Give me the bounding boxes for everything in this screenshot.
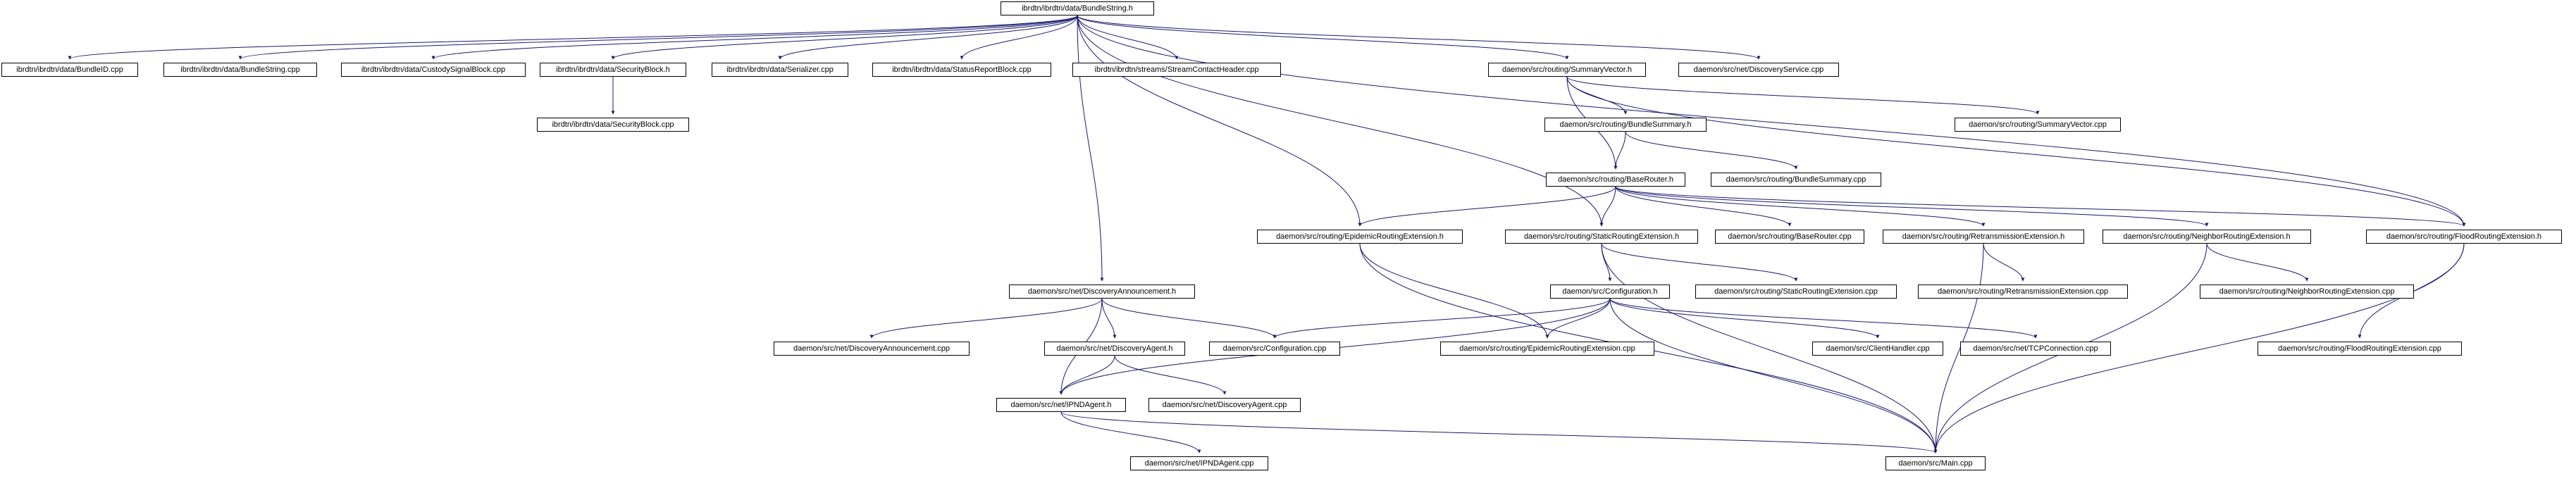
graph-node[interactable]: daemon/src/Configuration.cpp xyxy=(1209,342,1340,356)
graph-edge xyxy=(872,299,1102,338)
graph-edge xyxy=(1610,299,2036,338)
graph-edge xyxy=(1061,412,1199,453)
graph-edge xyxy=(1077,15,1567,59)
graph-node[interactable]: daemon/src/routing/StaticRoutingExtension.h xyxy=(1505,230,1698,244)
graph-node[interactable]: daemon/src/ClientHandler.cpp xyxy=(1812,342,1943,356)
graph-edge xyxy=(962,15,1077,59)
graph-node[interactable]: daemon/src/routing/FloodRoutingExtension.h xyxy=(2366,230,2562,244)
graph-edge xyxy=(1077,15,1759,59)
graph-edge xyxy=(1626,132,1796,169)
graph-node[interactable]: daemon/src/routing/BundleSummary.cpp xyxy=(1711,173,1881,187)
graph-node[interactable]: daemon/src/routing/RetransmissionExtension.h xyxy=(1883,230,2084,244)
graph-edge xyxy=(1616,132,1626,169)
graph-node[interactable]: daemon/src/net/DiscoveryAgent.cpp xyxy=(1148,398,1301,412)
graph-edge xyxy=(1547,299,1610,338)
graph-edge xyxy=(1616,187,2207,226)
graph-edge xyxy=(1360,244,1547,338)
graph-edge xyxy=(1077,15,1177,59)
graph-node[interactable]: daemon/src/routing/StaticRoutingExtension.cpp xyxy=(1695,285,1897,299)
graph-edge xyxy=(1610,299,1936,453)
graph-node[interactable]: daemon/src/net/DiscoveryAgent.h xyxy=(1044,342,1185,356)
graph-node[interactable]: ibrdtn/ibrdtn/data/Serializer.cpp xyxy=(712,63,848,77)
graph-node[interactable]: daemon/src/routing/RetransmissionExtension.cpp xyxy=(1918,285,2128,299)
graph-edge xyxy=(1102,299,1275,338)
graph-edge xyxy=(2207,244,2307,281)
graph-edge xyxy=(1077,15,1360,226)
graph-edge xyxy=(1602,244,1610,281)
graph-edge xyxy=(433,15,1077,59)
graph-node[interactable]: daemon/src/net/TCPConnection.cpp xyxy=(1960,342,2111,356)
graph-node[interactable]: daemon/src/net/IPNDAgent.cpp xyxy=(1130,456,1268,470)
graph-edge xyxy=(1602,187,1616,226)
graph-edge xyxy=(1983,244,2023,281)
graph-node[interactable]: daemon/src/net/DiscoveryService.cpp xyxy=(1678,63,1839,77)
graph-node[interactable]: daemon/src/routing/FloodRoutingExtension.cpp xyxy=(2258,342,2462,356)
graph-edge xyxy=(1567,77,2038,114)
graph-node[interactable]: daemon/src/routing/NeighborRoutingExtension.cpp xyxy=(2200,285,2414,299)
graph-edge xyxy=(780,15,1077,59)
graph-edge xyxy=(240,15,1077,59)
graph-edge xyxy=(1115,356,1225,394)
graph-node[interactable]: ibrdtn/ibrdtn/streams/StreamContactHeader.cpp xyxy=(1072,63,1281,77)
graph-node[interactable]: daemon/src/net/DiscoveryAnnouncement.h xyxy=(1009,285,1195,299)
graph-node[interactable]: ibrdtn/ibrdtn/data/SecurityBlock.h xyxy=(540,63,686,77)
graph-node[interactable]: ibrdtn/ibrdtn/data/StatusReportBlock.cpp xyxy=(872,63,1051,77)
graph-edge xyxy=(1061,412,1936,453)
graph-node[interactable]: daemon/src/routing/EpidemicRoutingExtension.cpp xyxy=(1440,342,1654,356)
graph-edge xyxy=(1567,77,2464,226)
graph-edge xyxy=(70,15,1077,59)
graph-node[interactable]: daemon/src/routing/EpidemicRoutingExtension.h xyxy=(1257,230,1463,244)
graph-edge xyxy=(1360,187,1616,226)
graph-edge xyxy=(1275,299,1610,338)
graph-node[interactable]: daemon/src/routing/BaseRouter.h xyxy=(1546,173,1685,187)
graph-node[interactable]: daemon/src/routing/SummaryVector.h xyxy=(1488,63,1646,77)
graph-edge xyxy=(1567,77,1626,114)
graph-edge xyxy=(1077,15,2464,226)
graph-node[interactable]: ibrdtn/ibrdtn/data/SecurityBlock.cpp xyxy=(537,118,689,132)
graph-node[interactable]: daemon/src/Configuration.h xyxy=(1550,285,1670,299)
graph-node[interactable]: daemon/src/Main.cpp xyxy=(1885,456,1986,470)
graph-node[interactable]: ibrdtn/ibrdtn/data/CustodySignalBlock.cpp xyxy=(341,63,526,77)
graph-node-root[interactable]: ibrdtn/ibrdtn/data/BundleString.h xyxy=(1001,1,1154,15)
graph-edge xyxy=(1077,15,1102,281)
graph-edge xyxy=(1602,244,1796,281)
graph-edge xyxy=(1061,356,1115,394)
graph-edge xyxy=(1077,15,1602,226)
graph-edge xyxy=(1102,299,1115,338)
graph-node[interactable]: ibrdtn/ibrdtn/data/BundleString.cpp xyxy=(163,63,317,77)
graph-node[interactable]: daemon/src/routing/BundleSummary.h xyxy=(1544,118,1707,132)
graph-edge xyxy=(1610,299,1878,338)
graph-edge xyxy=(1616,187,1983,226)
graph-edge xyxy=(613,15,1077,59)
graph-node[interactable]: daemon/src/net/IPNDAgent.h xyxy=(996,398,1126,412)
graph-node[interactable]: daemon/src/routing/BaseRouter.cpp xyxy=(1715,230,1864,244)
graph-edge xyxy=(1616,187,1790,226)
graph-node[interactable]: daemon/src/routing/NeighborRoutingExtension.h xyxy=(2103,230,2311,244)
graph-node[interactable]: daemon/src/net/DiscoveryAnnouncement.cpp xyxy=(774,342,970,356)
graph-node[interactable]: ibrdtn/ibrdtn/data/BundleID.cpp xyxy=(1,63,138,77)
graph-node[interactable]: daemon/src/routing/SummaryVector.cpp xyxy=(1955,118,2121,132)
graph-edge xyxy=(1616,187,2464,226)
